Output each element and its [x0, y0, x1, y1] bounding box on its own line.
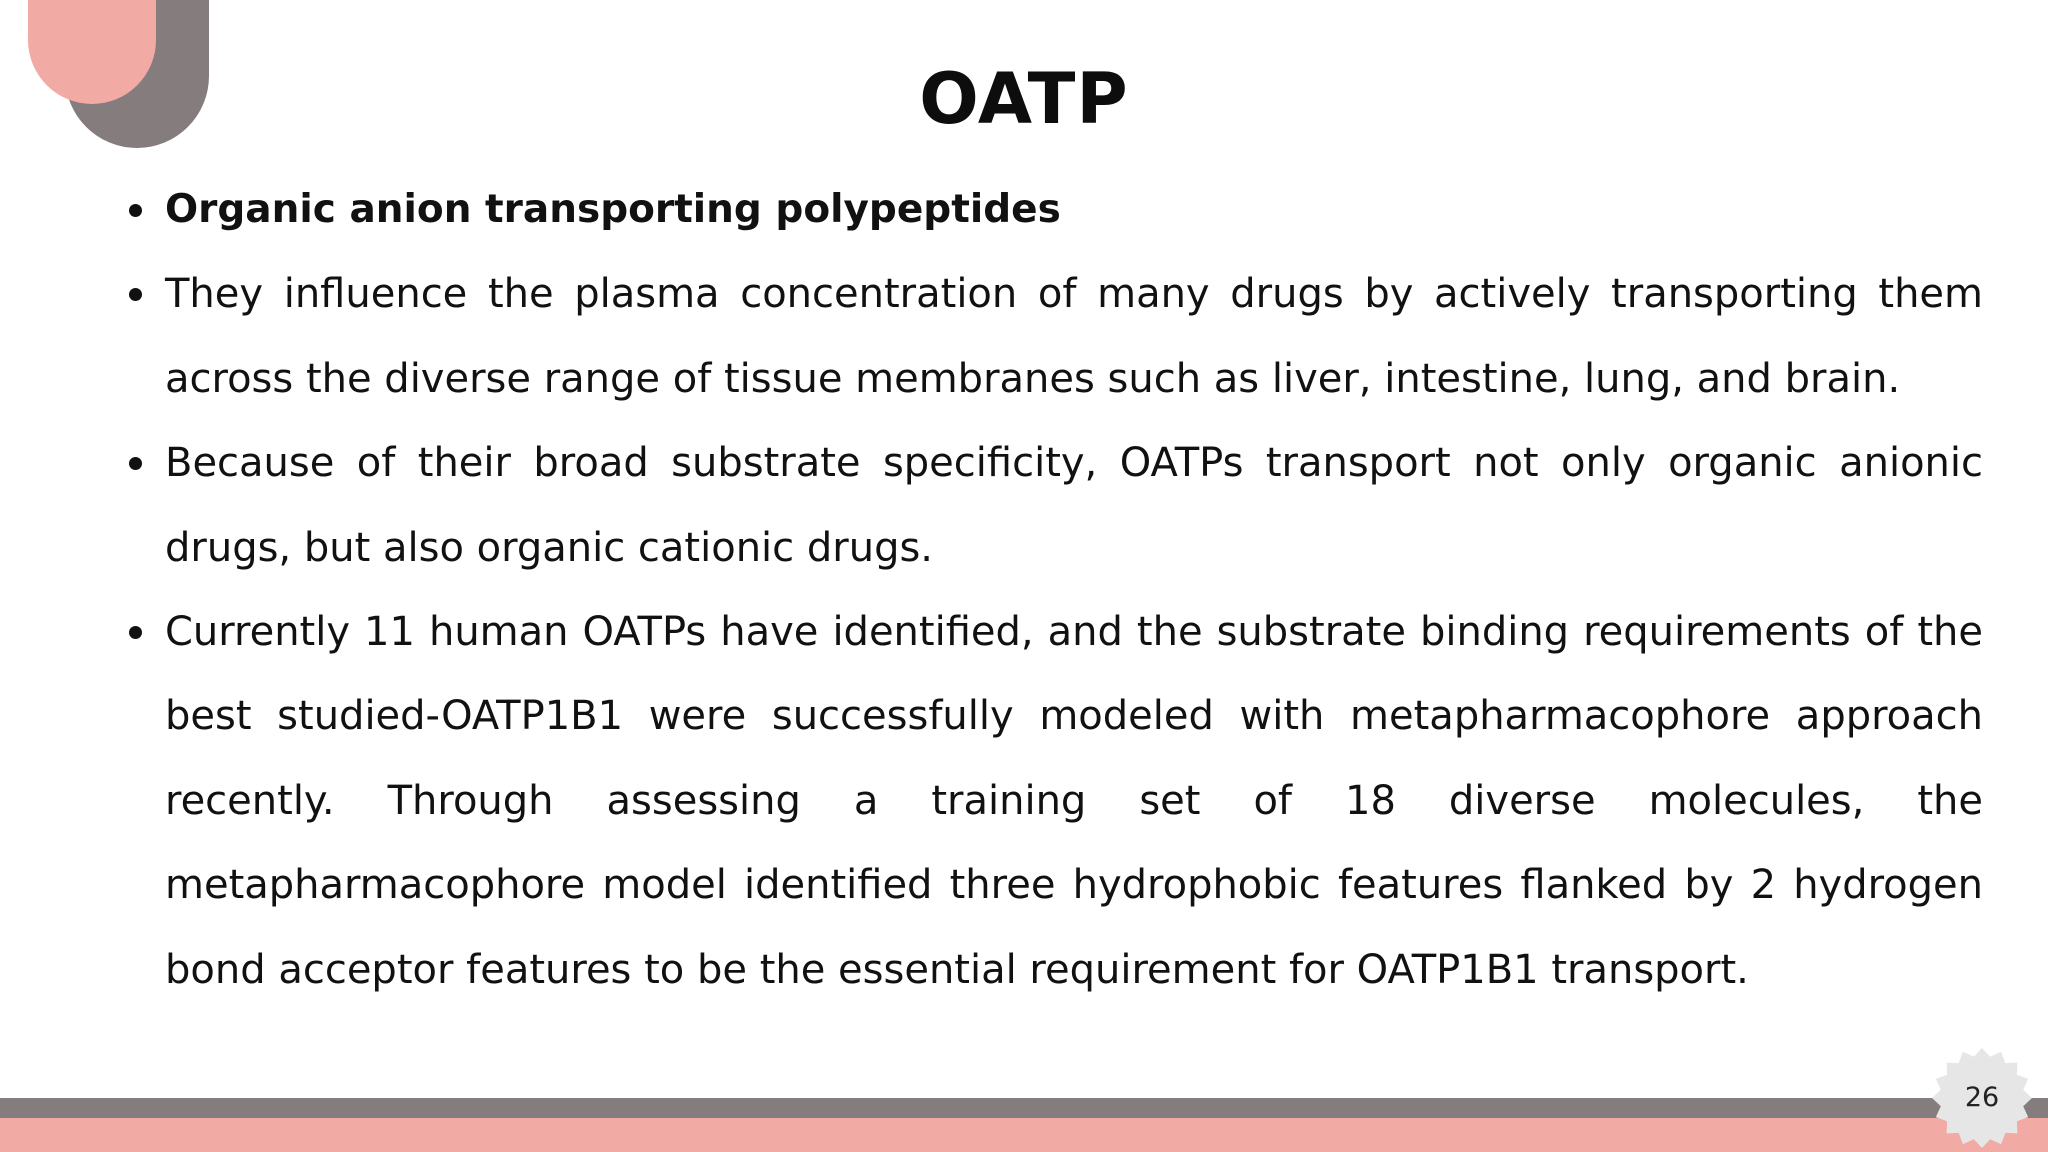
slide-title: OATP: [919, 58, 1129, 140]
bullet-item-definition: Organic anion transporting polypeptides: [165, 168, 1983, 252]
bullet-item-substrate-specificity: Because of their broad substrate specificity, OATPs transport not only organic anionic drugs, but also organic cationic drugs.: [165, 421, 1983, 590]
bullet-list: [165, 168, 1983, 1012]
footer-pink-bar: [0, 1118, 2048, 1152]
page-number: 26: [1964, 1082, 2000, 1113]
bullet-item-plasma-concentration: They influence the plasma concentration of many drugs by actively transporting them across the diverse range of tissue membranes such as liver, intestine, lung, and brain.: [165, 252, 1983, 421]
page-number-badge: [1930, 1046, 2034, 1150]
footer-grey-bar: [0, 1098, 2048, 1118]
bullet-item-oatp1b1-model: Currently 11 human OATPs have identified, and the substrate binding requirements of the best studied-OATP1B1 were successfully modeled with metapharmacophore approach recently. Through assessing a training set of 18 diverse molecules, the metapharmacophore model identified three hydrophobic features flanked by 2 hydrogen bond acceptor features to be the essential requirement for OATP1B1 transport.: [165, 590, 1983, 1012]
